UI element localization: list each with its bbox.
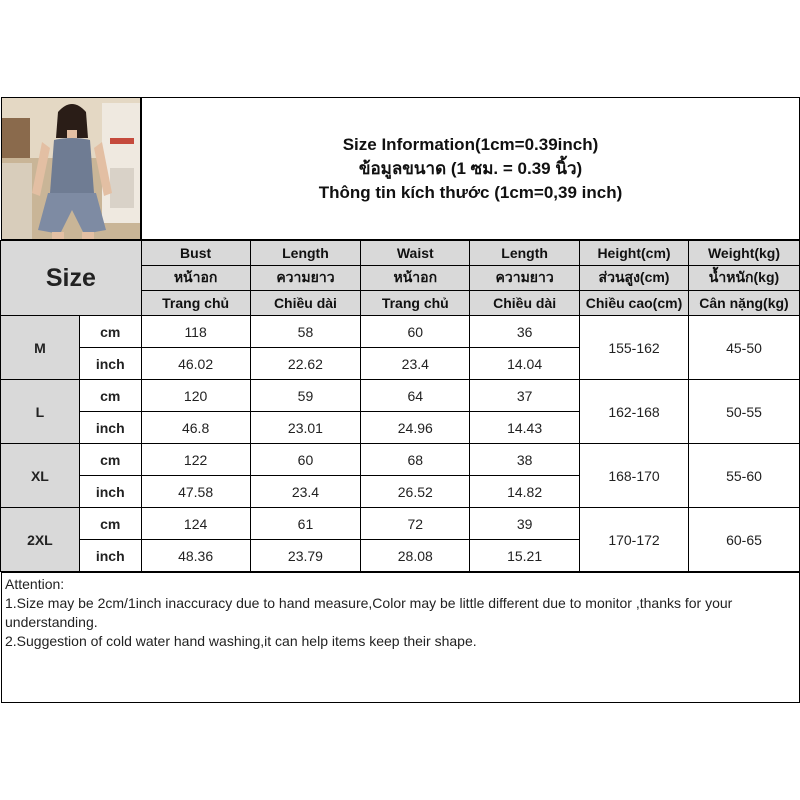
table-cell: 23.01 [250,412,361,444]
table-cell: 23.79 [250,540,361,572]
unit-label: cm [79,508,141,540]
table-row [1,508,800,540]
col-bust-vi: Trang chủ [141,291,250,316]
size-table [0,240,800,572]
attention-note [1,572,800,703]
table-cell: 118 [141,316,250,348]
table-cell: 38 [470,444,580,476]
table-cell: 46.8 [141,412,250,444]
table-cell: 22.62 [250,348,361,380]
table-cell: 58 [250,316,361,348]
table-cell: 37 [470,380,580,412]
height-cell: 155-162 [580,316,689,380]
unit-label: cm [79,444,141,476]
size-name: L [1,380,80,444]
table-cell: 23.4 [250,476,361,508]
unit-label: inch [79,412,141,444]
col-weight-th: น้ำหนัก(kg) [688,266,799,291]
col-length-vi: Chiều dài [250,291,361,316]
table-cell: 15.21 [470,540,580,572]
weight-cell: 50-55 [688,380,799,444]
table-cell: 72 [361,508,470,540]
unit-label: inch [79,348,141,380]
weight-cell: 55-60 [688,444,799,508]
height-cell: 168-170 [580,444,689,508]
model-image-icon [2,98,141,240]
col-bust-en: Bust [141,241,250,266]
table-cell: 61 [250,508,361,540]
col-length-en: Length [250,241,361,266]
col-length-th: ความยาว [250,266,361,291]
table-cell: 48.36 [141,540,250,572]
table-row [1,444,800,476]
table-cell: 64 [361,380,470,412]
title-block [141,97,800,240]
col-length2-vi: Chiều dài [470,291,580,316]
product-photo [1,97,141,240]
size-name: M [1,316,80,380]
unit-label: inch [79,540,141,572]
attention-heading: Attention: [5,576,65,592]
table-cell: 60 [361,316,470,348]
col-weight-en: Weight(kg) [688,241,799,266]
col-waist-th: หน้าอก [361,266,470,291]
weight-cell: 45-50 [688,316,799,380]
table-cell: 122 [141,444,250,476]
title-vietnamese: Thông tin kích thước (1cm=0,39 inch) [318,182,623,202]
weight-cell: 60-65 [688,508,799,572]
table-cell: 124 [141,508,250,540]
table-cell: 120 [141,380,250,412]
unit-label: cm [79,380,141,412]
attention-line-1: 1.Size may be 2cm/1inch inaccuracy due to hand measure,Color may be little different due to monitor ,thanks for your understanding. [5,595,733,630]
unit-label: inch [79,476,141,508]
size-heading: Size [1,241,142,316]
table-cell: 39 [470,508,580,540]
col-length2-en: Length [470,241,580,266]
table-cell: 59 [250,380,361,412]
col-waist-en: Waist [361,241,470,266]
col-bust-th: หน้าอก [141,266,250,291]
unit-label: cm [79,316,141,348]
title-english: Size Information(1cm=0.39inch) [342,134,599,154]
table-cell: 14.82 [470,476,580,508]
table-cell: 68 [361,444,470,476]
col-length2-th: ความยาว [470,266,580,291]
table-cell: 47.58 [141,476,250,508]
col-weight-vi: Cân nặng(kg) [688,291,799,316]
height-cell: 162-168 [580,380,689,444]
attention-line-2: 2.Suggestion of cold water hand washing,it can help items keep their shape. [5,633,477,649]
table-row [1,316,800,348]
col-height-vi: Chiều cao(cm) [580,291,689,316]
table-cell: 36 [470,316,580,348]
table-cell: 23.4 [361,348,470,380]
table-cell: 26.52 [361,476,470,508]
col-height-en: Height(cm) [580,241,689,266]
table-cell: 46.02 [141,348,250,380]
header-row-english [1,241,800,266]
size-name: 2XL [1,508,80,572]
height-cell: 170-172 [580,508,689,572]
table-cell: 28.08 [361,540,470,572]
size-name: XL [1,444,80,508]
col-height-th: ส่วนสูง(cm) [580,266,689,291]
table-cell: 14.04 [470,348,580,380]
title-thai: ข้อมูลขนาด (1 ซม. = 0.39 นิ้ว) [358,158,583,178]
col-waist-vi: Trang chủ [361,291,470,316]
table-row [1,380,800,412]
table-cell: 24.96 [361,412,470,444]
table-cell: 14.43 [470,412,580,444]
table-cell: 60 [250,444,361,476]
size-chart [0,97,800,703]
